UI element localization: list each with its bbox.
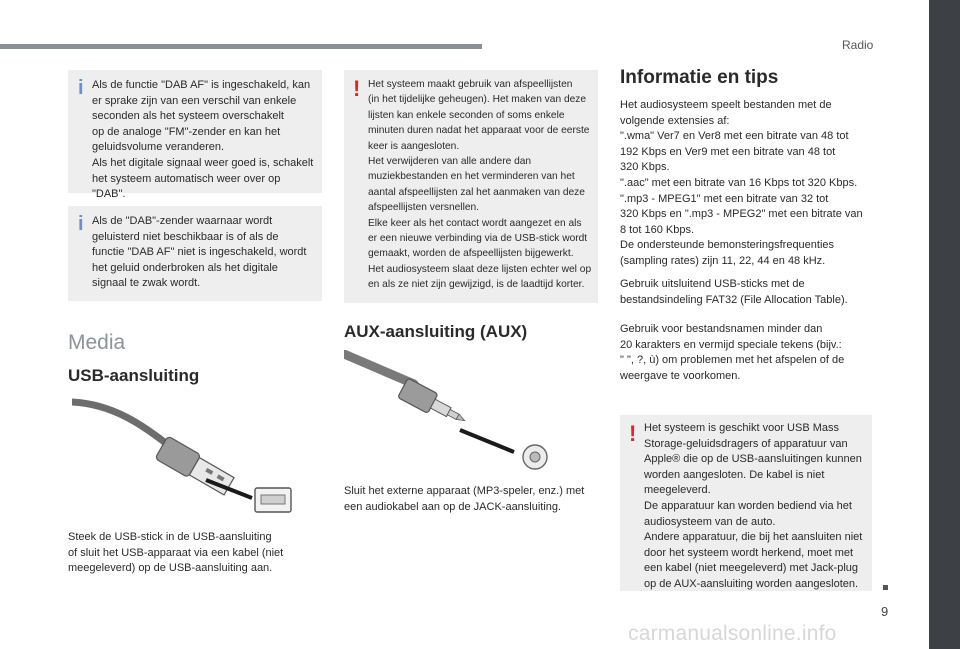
media-heading: Media (68, 331, 126, 354)
warning-icon: ! (629, 421, 637, 446)
info-icon: i (78, 77, 84, 99)
info-note-text: Als de "DAB"-zender waarnaar wordt geluisterd niet beschikbaar is of als de functie "DAB AF" niet is ingeschakeld, wordt het geluid onderbroken als het digitale signaal te zwak wordt. (92, 215, 307, 290)
info-note-dab-af (68, 70, 322, 201)
supported-formats-text: Het audiosysteem speelt bestanden met de volgende extensies af: ".wma" Ver7 en Ver8 met een bitrate van 48 tot 192 Kbps en Ver9 met een bitrate van 48 tot 320 Kbps. ".aac" met een bitrate van 16 Kbps tot 320 Kbps. ".mp3 - MPEG1" met een bitrate van 32 tot 320 Kbps en ".mp3 - MPEG2" met een bitrate van 8 tot 160 Kbps. De ondersteunde bemonsteringsfrequenties (sampling rates) zijn 11, 22, 44 en 48 kHz. (620, 99, 863, 267)
warning-icon: ! (353, 76, 361, 101)
aux-instruction: Sluit het externe apparaat (MP3-speler, enz.) met een audiokabel aan op de JACK-aansluiting. (344, 485, 585, 513)
info-icon: i (78, 213, 84, 235)
warning-playlists (344, 70, 598, 303)
usb-format-text: Gebruik uitsluitend USB-sticks met de bestandsindeling FAT32 (File Allocation Table). (620, 278, 848, 306)
section-title: Radio (842, 38, 874, 52)
info-note-dab-unavailable (68, 206, 322, 301)
info-note-text: Als de functie "DAB AF" is ingeschakeld, kan er sprake zijn van een verschil van enkele seconden als het systeem overschakelt op de analoge "FM"-zender en kan het geluidsvolume veranderen. Als het digitale signaal weer goed is, schakelt het systeem automatisch weer over op "DAB". (92, 79, 314, 201)
page-number: 9 (881, 604, 889, 619)
info-tips-heading: Informatie en tips (620, 67, 779, 88)
usb-heading: USB-aansluiting (68, 366, 200, 385)
warning-usb-devices (620, 415, 872, 591)
page-edge-band (929, 0, 960, 649)
warning-text: Het systeem maakt gebruik van afspeellijsten (in het tijdelijke geheugen). Het maken van deze lijsten kan enkele seconden of soms enkele minuten duren nadat het apparaat voor de eerste keer is aangesloten. Het verwijderen van alle andere dan muziekbestanden en het verminderen van het aantal afspeellijsten zal het aanmaken van deze afspeellijsten versnellen. Elke keer als het contact wordt aangezet en als er een nieuwe verbinding via de USB-stick wordt gemaakt, worden de afspeellijsten bijgewerkt. Het audiosysteem slaat deze lijsten echter wel op en als ze niet zijn gewijzigd, is de laadtijd korter. (368, 79, 592, 291)
aux-heading: AUX-aansluiting (AUX) (344, 322, 528, 341)
continue-marker (883, 585, 888, 590)
warning-text: Het systeem is geschikt voor USB Mass Storage-geluidsdragers of apparatuur van Apple® die op de USB-aansluitingen kunnen worden aangesloten. De kabel is niet meegeleverd. De apparatuur kan worden bediend via het audiosysteem van de auto. Andere apparatuur, die bij het aansluiten niet door het systeem wordt herkend, moet met een kabel (niet meegeleverd) met Jack-plug op de AUX-aansluiting worden aangesloten. (644, 422, 863, 590)
usb-instruction: Steek de USB-stick in de USB-aansluiting of sluit het USB-apparaat via een kabel (niet meegeleverd) op de USB-aansluiting aan. (68, 531, 284, 575)
filename-tips-text: Gebruik voor bestandsnamen minder dan 20 karakters en vermijd speciale tekens (bijv.: " ", ?, ù) om problemen met het afspelen of de weergave te voorkomen. (620, 323, 845, 382)
watermark: carmanualsonline.info (628, 622, 837, 645)
header-rule (0, 44, 482, 49)
usb-plug-illustration (72, 394, 302, 522)
jack-plug-illustration (344, 350, 552, 470)
